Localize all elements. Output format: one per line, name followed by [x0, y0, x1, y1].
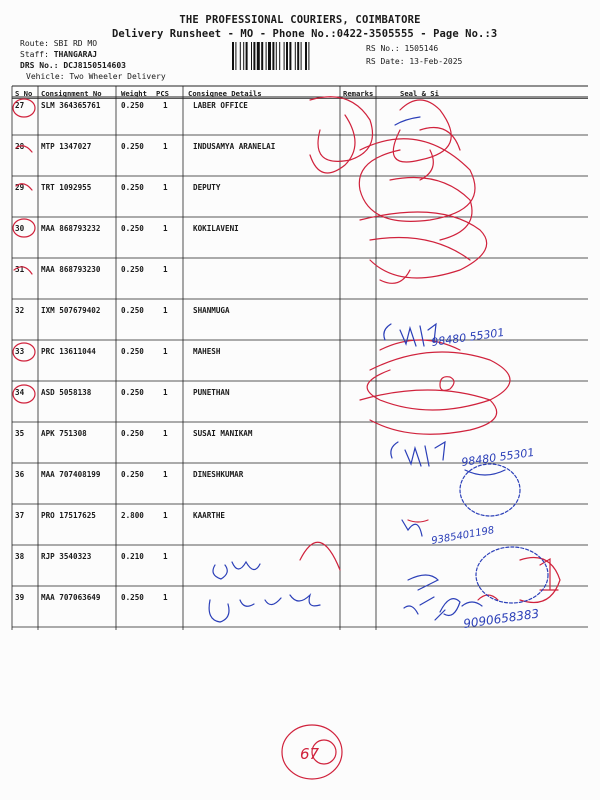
row-pcs: 1: [163, 388, 168, 397]
row-pcs: 1: [163, 347, 168, 356]
row-weight: 0.250: [121, 265, 144, 274]
row-consignee: KOKILAVENI: [193, 224, 239, 233]
row-sno: 29: [15, 183, 25, 192]
rs-number: RS No.: 1505146: [366, 44, 439, 53]
staff-name: THANGARAJ: [53, 50, 98, 59]
phone-note-3: 9385401198: [430, 525, 496, 547]
row-weight: 0.210: [121, 552, 144, 561]
row-pcs: 1: [163, 224, 168, 233]
row-sno: 27: [15, 101, 25, 110]
row-consignment-no: MAA 868793230: [41, 265, 101, 274]
col-header-pcs: PCS: [156, 89, 169, 98]
row-weight: 2.800: [121, 511, 144, 520]
row-consignment-no: RJP 3540323: [41, 552, 92, 561]
row-sno: 37: [15, 511, 25, 520]
row-consignment-no: MTP 1347027: [41, 142, 92, 151]
row-sno: 28: [15, 142, 25, 151]
row-pcs: 1: [163, 552, 168, 561]
row-consignment-no: MAA 868793232: [41, 224, 101, 233]
row-consignment-no: PRC 13611044: [41, 347, 96, 356]
row-consignee: PUNETHAN: [193, 388, 230, 397]
drs-number: DRS No.: DCJ8150514603: [20, 61, 126, 70]
row-consignee: KAARTHE: [193, 511, 226, 520]
row-pcs: 1: [163, 306, 168, 315]
row-weight: 0.250: [121, 470, 144, 479]
row-weight: 0.250: [121, 593, 144, 602]
col-header-remarks: Remarks: [343, 89, 374, 98]
page-circle-number: 67: [300, 745, 320, 763]
row-pcs: 1: [163, 142, 168, 151]
rs-date: RS Date: 13-Feb-2025: [366, 57, 463, 66]
phone-note-1: 98480 55301: [430, 325, 506, 349]
row-pcs: 1: [163, 511, 168, 520]
row-consignee: MAHESH: [193, 347, 221, 356]
row-pcs: 1: [163, 429, 168, 438]
row-weight: 0.250: [121, 347, 144, 356]
route: Route: SBI RD MO: [20, 39, 98, 48]
row-consignment-no: ASD 5058138: [41, 388, 92, 397]
row-consignee: SUSAI MANIKAM: [193, 429, 253, 438]
row-sno: 39: [15, 593, 25, 602]
col-header-sno: S No: [15, 89, 33, 98]
row-sno: 36: [15, 470, 25, 479]
col-header-consignee: Consignee Details: [188, 89, 262, 98]
phone-note-4: 9090658383: [462, 606, 541, 631]
row-consignment-no: MAA 707408199: [41, 470, 101, 479]
vehicle: Vehicle: Two Wheeler Delivery: [26, 72, 166, 81]
row-consignment-no: IXM 507679402: [41, 306, 101, 315]
row-consignee: LABER OFFICE: [193, 101, 248, 110]
row-pcs: 1: [163, 183, 168, 192]
row-pcs: 1: [163, 265, 168, 274]
col-header-consignment: Consignment No: [41, 89, 102, 98]
runsheet-subtitle: Delivery Runsheet - MO - Phone No.:0422-3505555 - Page No.:3: [112, 28, 498, 40]
phone-note-2: 98480 55301: [460, 445, 536, 469]
row-weight: 0.250: [121, 183, 144, 192]
company-title: THE PROFESSIONAL COURIERS, COIMBATORE: [179, 14, 421, 26]
col-header-weight: Weight: [121, 89, 147, 98]
row-weight: 0.250: [121, 142, 144, 151]
row-consignment-no: PRO 17517625: [41, 511, 96, 520]
row-sno: 32: [15, 306, 25, 315]
row-consignment-no: TRT 1092955: [41, 183, 92, 192]
col-header-seal-sign: Seal & Si: [400, 89, 439, 98]
row-weight: 0.250: [121, 224, 144, 233]
staff-label: Staff:: [20, 50, 49, 59]
row-pcs: 1: [163, 101, 168, 110]
row-consignment-no: SLM 364365761: [41, 101, 101, 110]
row-consignee: DINESHKUMAR: [193, 470, 244, 479]
row-weight: 0.250: [121, 101, 144, 110]
row-sno: 33: [15, 347, 25, 356]
row-sno: 31: [15, 265, 25, 274]
row-weight: 0.250: [121, 429, 144, 438]
row-consignee: SHANMUGA: [193, 306, 230, 315]
row-consignee: INDUSAMYA ARANELAI: [193, 142, 276, 151]
row-consignment-no: MAA 707063649: [41, 593, 101, 602]
row-consignment-no: APK 751308: [41, 429, 87, 438]
row-weight: 0.250: [121, 388, 144, 397]
row-pcs: 1: [163, 470, 168, 479]
row-weight: 0.250: [121, 306, 144, 315]
row-sno: 30: [15, 224, 25, 233]
row-consignee: DEPUTY: [193, 183, 221, 192]
row-sno: 35: [15, 429, 25, 438]
row-sno: 38: [15, 552, 25, 561]
row-pcs: 1: [163, 593, 168, 602]
row-sno: 34: [15, 388, 25, 397]
